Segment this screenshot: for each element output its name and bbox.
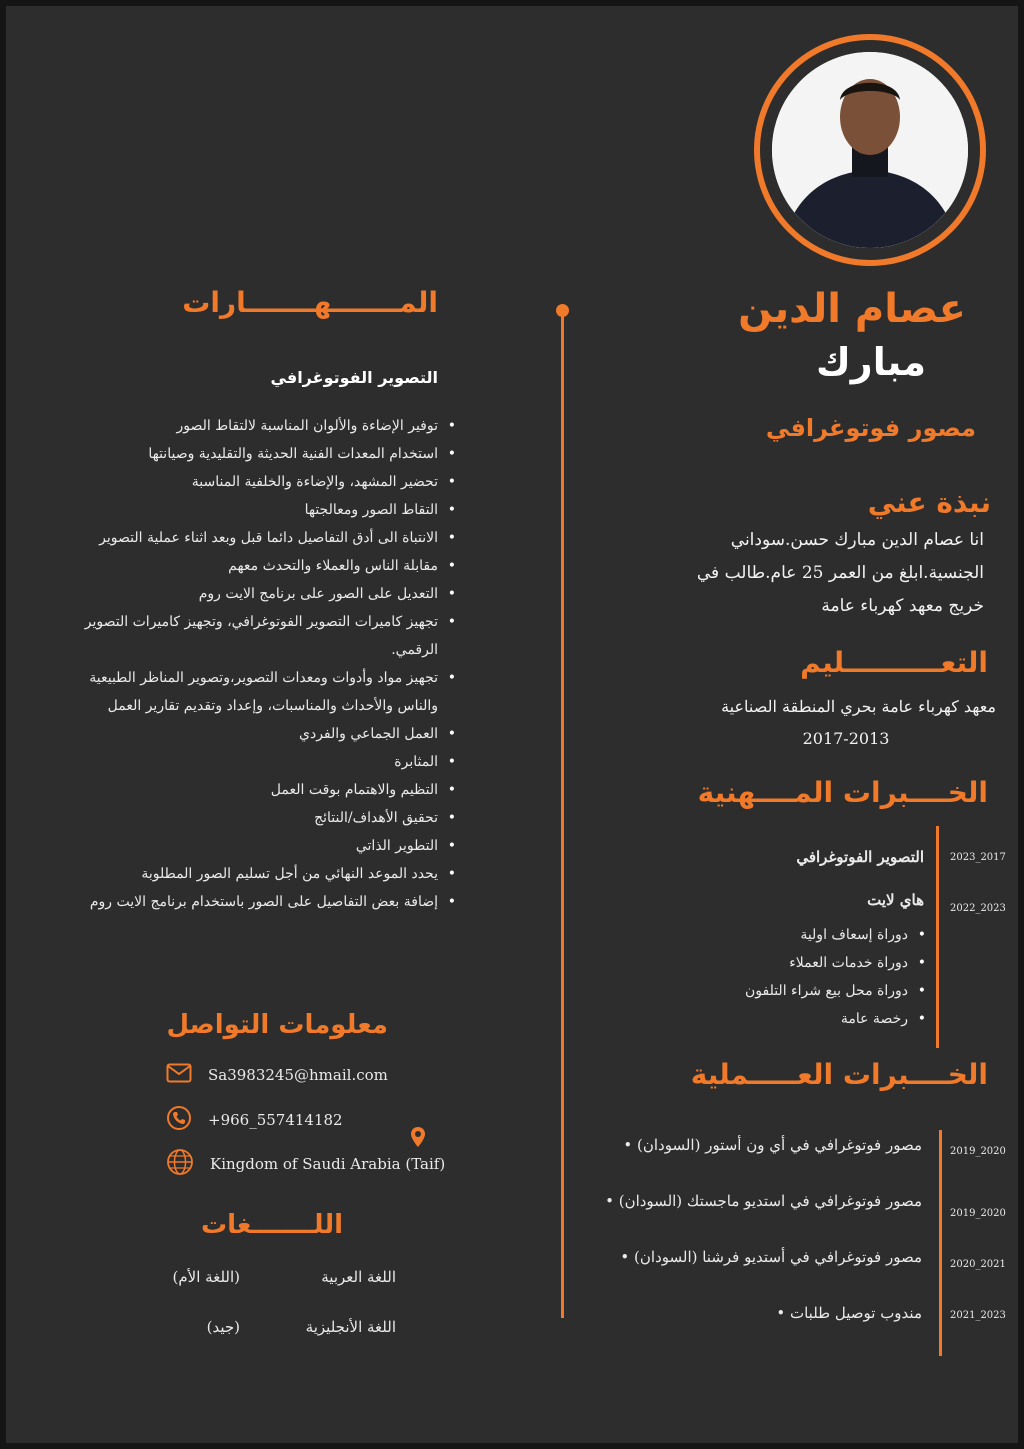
- skill-item: • إضافة بعض التفاصيل على الصور باستخدام برنامج الايت روم: [78, 888, 458, 916]
- professional-title: هاي لايت: [867, 891, 924, 909]
- practical-timeline-line: [939, 1130, 942, 1356]
- location-text: Kingdom of Saudi Arabia (Taif): [210, 1155, 446, 1173]
- education-heading: التعــــــــــليم: [800, 646, 988, 679]
- location-row: [166, 1149, 445, 1179]
- about-line: الجنسية.ابلغ من العمر 25 عام.طالب في: [696, 563, 984, 583]
- about-text: [666, 524, 984, 623]
- phone-link[interactable]: +966_557414182: [208, 1111, 343, 1129]
- education-school: معهد كهرباء عامة بحري المنطقة الصناعية: [721, 697, 996, 716]
- course-item: • دوراة محل بيع شراء التلفون: [666, 977, 928, 1005]
- location-pin-icon: [410, 1126, 426, 1152]
- course-item: • رخصة عامة: [666, 1005, 928, 1033]
- practical-item-text: مندوب توصيل طلبات: [789, 1304, 922, 1322]
- contact-heading: معلومات التواصل: [166, 1010, 388, 1040]
- email-link[interactable]: Sa3983245@hmail.com: [208, 1066, 388, 1084]
- education-years: 2017-2013: [802, 729, 890, 748]
- practical-item-text: مصور فوتوغرافي في أستديو فرشنا (السودان): [634, 1248, 922, 1266]
- skills-list: [78, 412, 458, 916]
- practical-item: مندوب توصيل طلبات •: [776, 1304, 922, 1322]
- language-level: (اللغة الأم): [172, 1268, 240, 1286]
- skill-item: • الانتباة الى أدق التفاصيل دائما قبل وبعد اثناء عملية التصوير: [78, 524, 458, 552]
- language-level: (جيد): [206, 1318, 240, 1336]
- skills-heading: المـــــــهـــــــارات: [182, 286, 438, 319]
- course-item: • دوراة خدمات العملاء: [666, 949, 928, 977]
- skill-item: • تجهيز مواد وأدوات ومعدات التصوير،وتصوير المناظر الطبيعية والناس والأحداث والمناسبات، وإعداد وتقديم تقارير العمل: [78, 664, 458, 720]
- skill-item: • التظيم والاهتمام بوقت العمل: [78, 776, 458, 804]
- professional-heading: الخــــبرات المــــهنية: [697, 776, 988, 809]
- divider-dot: [556, 304, 569, 317]
- professional-date: 2022_2023: [950, 903, 1006, 914]
- phone-icon: [166, 1105, 192, 1135]
- languages-heading: اللـــــــغات: [200, 1210, 344, 1240]
- skill-item: • تحقيق الأهداف/النتائج: [78, 804, 458, 832]
- profile-photo-frame: [754, 34, 986, 266]
- professional-timeline-line: [936, 826, 939, 1048]
- course-item: • دوراة إسعاف اولية: [666, 921, 928, 949]
- skill-item: • مقابلة الناس والعملاء والتحدث معهم: [78, 552, 458, 580]
- skill-item: • التعديل على الصور على برنامج الايت روم: [78, 580, 458, 608]
- mail-icon: [166, 1063, 192, 1087]
- practical-heading: الخــــبرات العـــــملية: [690, 1058, 988, 1091]
- email-row: [166, 1060, 388, 1090]
- language-name: اللغة الأنجليزية: [305, 1318, 396, 1336]
- course-list: [666, 921, 928, 1033]
- name-last: مبارك: [815, 340, 926, 384]
- skill-item: • استخدام المعدات الفنية الحديثة والتقليدية وصيانتها: [78, 440, 458, 468]
- practical-item-text: مصور فوتوغرافي في أي ون أستور (السودان): [637, 1136, 922, 1154]
- practical-date: 2020_2021: [950, 1259, 1006, 1270]
- practical-date: 2019_2020: [950, 1146, 1006, 1157]
- professional-title: التصوير الفوتوغرافي: [796, 848, 924, 866]
- skill-item: • المثابرة: [78, 748, 458, 776]
- name-first: عصام الدين: [738, 286, 966, 332]
- about-line: خريج معهد كهرباء عامة: [821, 596, 984, 616]
- skill-item: • تجهيز كاميرات التصوير الفوتوغرافي، وتجهيز كاميرات التصوير الرقمي.: [78, 608, 458, 664]
- practical-date: 2019_2020: [950, 1208, 1006, 1219]
- column-divider: [561, 312, 564, 1318]
- skill-item: • يحدد الموعد النهائي من أجل تسليم الصور المطلوبة: [78, 860, 458, 888]
- skills-subheading: التصوير الفوتوغرافي: [270, 368, 438, 387]
- language-name: اللغة العربية: [321, 1268, 396, 1286]
- job-title: مصور فوتوغرافي: [765, 414, 976, 442]
- resume-page: [6, 6, 1018, 1443]
- skill-item: • التقاط الصور ومعالجتها: [78, 496, 458, 524]
- practical-item: مصور فوتوغرافي في أي ون أستور (السودان) •: [623, 1136, 922, 1154]
- practical-item: مصور فوتوغرافي في استديو ماجستك (السودان) •: [605, 1192, 922, 1210]
- profile-photo: [772, 52, 968, 248]
- about-heading: نبذة عني: [867, 486, 991, 519]
- practical-date: 2021_2023: [950, 1310, 1006, 1321]
- skill-item: • توفير الإضاءة والألوان المناسبة لالتقاط الصور: [78, 412, 458, 440]
- practical-item-text: مصور فوتوغرافي في استديو ماجستك (السودان): [618, 1192, 922, 1210]
- skill-item: • التطوير الذاتي: [78, 832, 458, 860]
- about-line: انا عصام الدين مبارك حسن.سوداني: [730, 530, 984, 550]
- professional-date: 2023_2017: [950, 852, 1006, 863]
- globe-icon: [166, 1148, 194, 1180]
- practical-item: مصور فوتوغرافي في أستديو فرشنا (السودان) •: [620, 1248, 922, 1266]
- skill-item: • تحضير المشهد، والإضاءة والخلفية المناسبة: [78, 468, 458, 496]
- phone-row: [166, 1105, 343, 1135]
- skill-item: • العمل الجماعي والفردي: [78, 720, 458, 748]
